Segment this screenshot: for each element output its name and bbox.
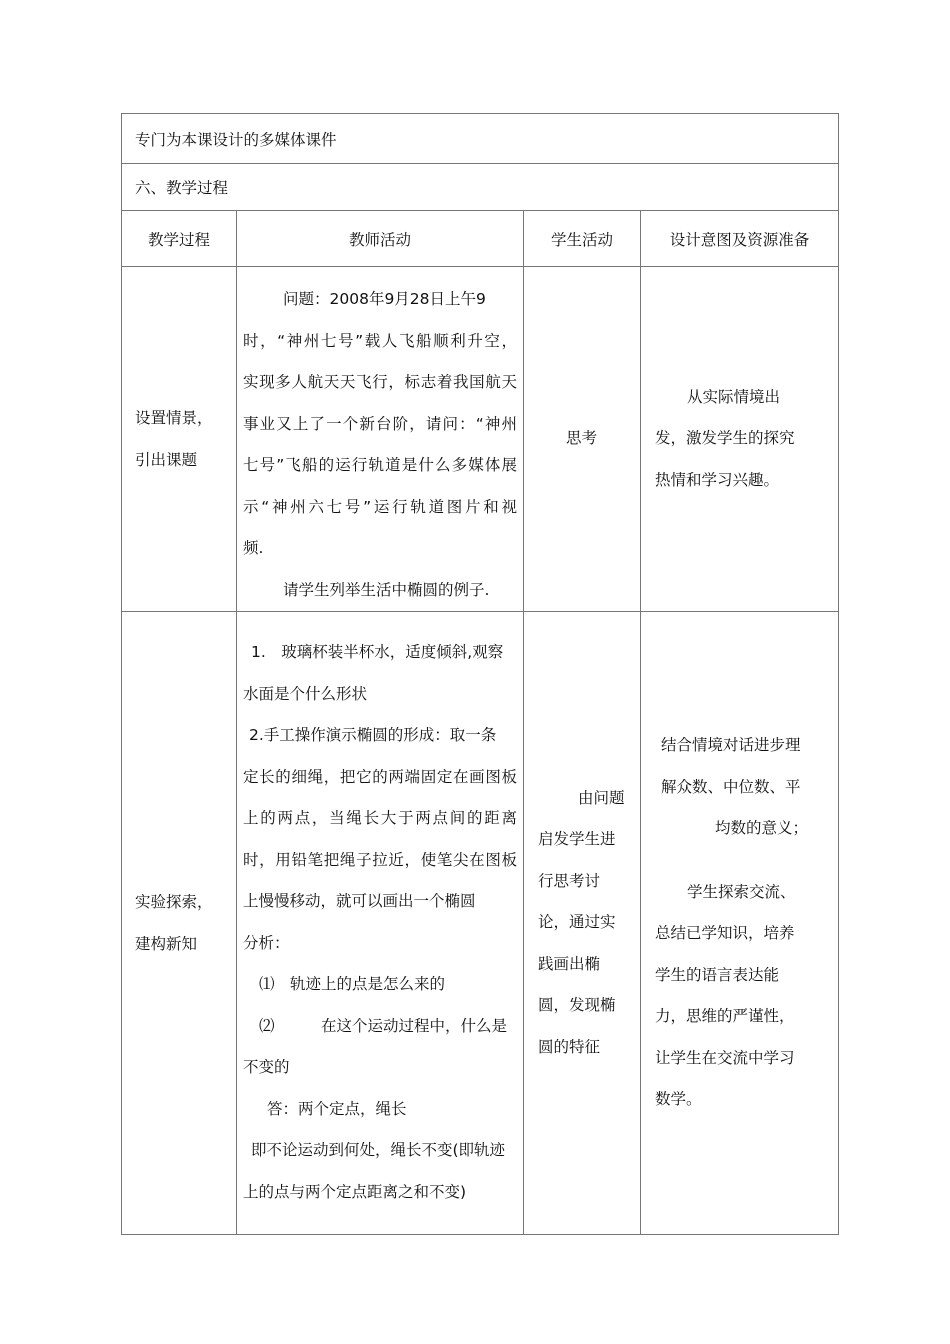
table-row-exploration <box>122 612 839 1235</box>
teacher-line: 问题：2008年9月28日上午9 <box>283 290 486 308</box>
teacher-line: 七号”飞船的运行轨道是什么多媒体展 <box>243 456 517 474</box>
teacher-line: 即不论运动到何处，绳长不变(即轨迹 <box>251 1141 506 1159</box>
teacher-line: ⑵ 在这个运动过程中，什么是 <box>259 1016 508 1035</box>
design-line: 解众数、中位数、平 <box>661 777 801 796</box>
student-line: 圆，发现椭 <box>538 996 616 1015</box>
student-activity-cell <box>524 267 641 612</box>
student-line: 行思考讨 <box>538 871 601 890</box>
teacher-line: ⑴ 轨迹上的点是怎么来的 <box>259 975 446 993</box>
column-header-student: 学生活动 <box>524 211 641 267</box>
teacher-line: 请学生列举生活中椭圆的例子. <box>283 580 490 599</box>
design-line: 从实际情境出 <box>687 387 781 406</box>
student-line: 启发学生进 <box>538 830 616 849</box>
teacher-line: 1. 玻璃杯装半杯水，适度倾斜,观察 <box>251 643 504 661</box>
table-row-scenario <box>122 267 839 612</box>
design-line: 热情和学习兴趣。 <box>655 470 780 489</box>
design-line: 总结已学知识，培养 <box>655 924 795 943</box>
teacher-line: 水面是个什么形状 <box>243 684 368 703</box>
paragraph-gap <box>655 850 828 872</box>
teacher-line: 定长的细绳，把它的两端固定在画图板 <box>243 767 517 786</box>
teacher-line: 频. <box>243 539 264 557</box>
teacher-line: 不变的 <box>243 1058 290 1076</box>
stage-line: 引出课题 <box>135 451 198 469</box>
teacher-line: 上慢慢移动，就可以画出一个椭圆 <box>243 892 476 910</box>
student-line: 践画出椭 <box>538 954 601 973</box>
student-line: 圆的特征 <box>538 1037 601 1056</box>
design-line: 数学。 <box>655 1090 702 1109</box>
student-activity-cell <box>524 612 641 1235</box>
student-line: 由问题 <box>578 788 625 807</box>
design-line: 均数的意义； <box>715 819 809 838</box>
design-line: 结合情境对话进步理 <box>661 736 801 755</box>
design-line: 力，思维的严谨性， <box>655 1007 795 1026</box>
teacher-line: 时，“神州七号”载人飞船顺利升空， <box>243 331 517 350</box>
stage-cell <box>122 612 237 1235</box>
design-intent-cell <box>641 267 839 612</box>
lesson-plan-table <box>121 113 839 1235</box>
stage-line: 建构新知 <box>135 935 198 953</box>
column-header-teacher: 教师活动 <box>237 211 524 267</box>
teacher-line: 时，用铅笔把绳子拉近，使笔尖在图板 <box>243 850 517 869</box>
design-line: 学生探索交流、 <box>687 882 796 901</box>
teacher-activity-cell <box>237 612 524 1235</box>
section-title-row <box>122 164 839 211</box>
column-header-stage: 教学过程 <box>122 211 237 267</box>
teacher-line: 上的点与两个定点距离之和不变) <box>243 1182 467 1201</box>
teacher-line: 示“神州六七号”运行轨道图片和视 <box>243 497 517 516</box>
teacher-line: 实现多人航天天飞行，标志着我国航天 <box>243 373 517 391</box>
column-header-design: 设计意图及资源准备 <box>641 211 839 267</box>
student-line: 思考 <box>566 429 598 448</box>
column-header-row <box>122 211 839 267</box>
student-line: 论，通过实 <box>538 913 616 932</box>
stage-line: 实验探索， <box>135 893 213 911</box>
design-line: 学生的语言表达能 <box>655 965 780 984</box>
resources-row <box>122 114 839 164</box>
design-line: 发，激发学生的探究 <box>655 429 795 448</box>
teacher-line: 2.手工操作演示椭圆的形成：取一条 <box>249 726 497 744</box>
stage-cell <box>122 267 237 612</box>
teacher-line: 事业又上了一个新台阶，请问：“神州 <box>243 414 517 433</box>
section-title: 六、教学过程 <box>122 164 839 211</box>
stage-line: 设置情景， <box>135 409 213 427</box>
design-intent-cell <box>641 612 839 1235</box>
teacher-line: 答：两个定点，绳长 <box>267 1099 407 1118</box>
teacher-line: 上的两点，当绳长大于两点间的距离 <box>243 809 517 827</box>
design-line: 让学生在交流中学习 <box>655 1048 795 1067</box>
teacher-line: 分析： <box>243 933 290 952</box>
resources-text: 专门为本课设计的多媒体课件 <box>122 114 839 164</box>
teacher-activity-cell <box>237 267 524 612</box>
